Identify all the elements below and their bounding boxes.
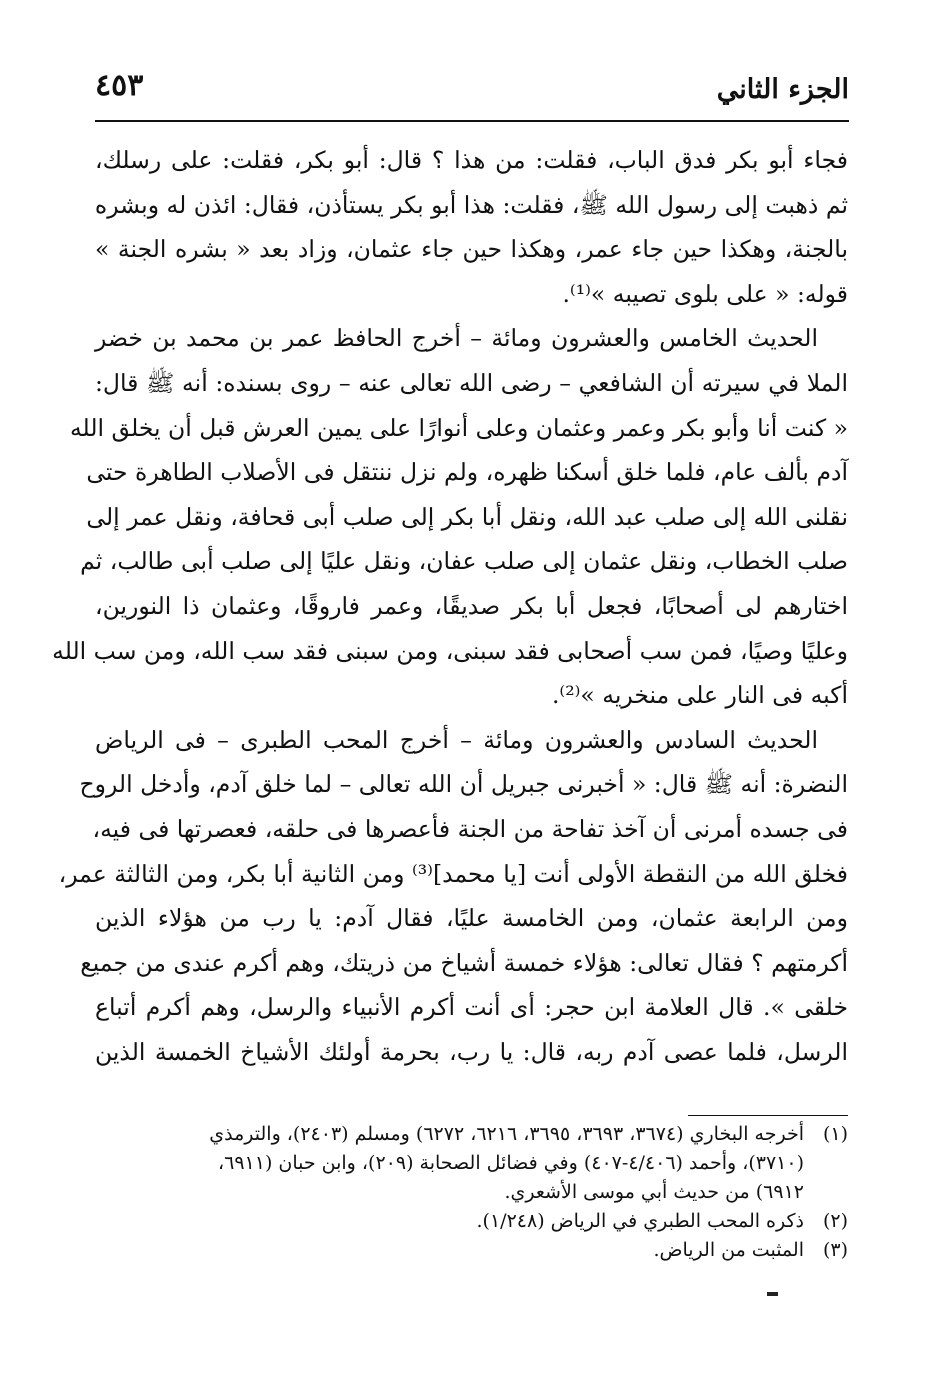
footnote-line — [95, 1207, 848, 1236]
footnotes — [95, 1120, 848, 1265]
main-text — [52, 138, 848, 1074]
footnote-line: (٣٧١٠)، وأحمد (٤/٤٠٦-٤٠٧) وفي فضائل الصحابة (٢٠٩)، وابن حبان (٦٩١١، — [217, 1152, 804, 1174]
footnote-2 — [95, 1207, 848, 1236]
text-line: « كنت أنا وأبو بكر وعمر وعثمان وعلى أنوارًا على يمين العرش قبل أن يخلق الله — [69, 413, 848, 442]
paragraph-hadith-125 — [52, 316, 848, 717]
text-line: النضرة: أنه ﷺ قال: « أخبرنى جبريل أن الله تعالى – لما خلق آدم، وأدخل الروح — [79, 770, 848, 799]
text-line: أكرمتهم ؟ فقال تعالى: هؤلاء خمسة أشياخ من ذريتك، وهم أكرم عندى من جميع — [80, 948, 848, 977]
footnote-line: ٦٩١٢) من حديث أبي موسى الأشعري. — [504, 1181, 804, 1203]
footnote-text: المثبت من الرياض. — [653, 1239, 804, 1261]
header-rule — [95, 120, 849, 122]
text-line: أكبه فى النار على منخريه »⁽²⁾. — [551, 681, 848, 710]
text-line: الحديث الخامس والعشرون ومائة – أخرج الحافظ عمر بن محمد بن خضر — [95, 324, 818, 353]
paragraph-hadith-126 — [58, 718, 848, 1075]
text-line: خلقى ». قال العلامة ابن حجر: أى أنت أكرم الأنبياء والرسل، وهم أكرم أتباع — [95, 993, 848, 1022]
text-line: ومن الرابعة عثمان، ومن الخامسة عليًا، فقال آدم: يا رب من هؤلاء الذين — [95, 904, 848, 933]
footnote-text: ذكره المحب الطبري في الرياض (١/٢٤٨). — [476, 1210, 804, 1232]
page-number: ٤٥٣ — [95, 68, 144, 103]
text-line: الحديث السادس والعشرون ومائة – أخرج المحب الطبرى – فى الرياض — [95, 725, 818, 754]
footnote-number: (١) — [822, 1123, 848, 1145]
text-line: وعليًا وصيًا، فمن سب أصحابى فقد سبنى، ومن سبنى فقد سب الله، ومن سب الله — [52, 636, 848, 665]
footnote-number: (٢) — [822, 1210, 848, 1232]
paragraph-1 — [95, 138, 848, 316]
text-line: صلب الخطاب، ونقل عثمان إلى صلب عفان، ونقل عليًا إلى صلب أبى طالب، ثم — [80, 547, 848, 576]
footnote-line — [95, 1236, 848, 1265]
footnote-3 — [95, 1236, 848, 1265]
text-line: الملا في سيرته أن الشافعي – رضى الله تعالى عنه – روى بسنده: أنه ﷺ قال: — [95, 368, 848, 397]
footnote-1 — [95, 1120, 848, 1207]
text-line: آدم بألف عام، فلما خلق أسكنا ظهره، ولم نزل ننتقل فى الأصلاب الطاهرة حتى — [86, 458, 848, 487]
text-line: فخلق الله من النقطة الأولى أنت [يا محمد]⁽³⁾ ومن الثانية أبا بكر، ومن الثالثة عمر، — [58, 859, 848, 888]
text-line: ثم ذهبت إلى رسول الله ﷺ، فقلت: هذا أبو بكر يستأذن، فقال: ائذن له وبشره — [94, 190, 848, 219]
footnote-text: أخرجه البخاري (٣٦٧٤، ٣٦٩٣، ٣٦٩٥، ٦٢١٦، ٦٢٧٢) ومسلم (٢٤٠٣)، والترمذي — [209, 1123, 804, 1145]
running-title: الجزء الثاني — [716, 74, 849, 105]
text-line: فى جسده أمرنى أن آخذ تفاحة من الجنة فأعصرها فى حلقه، فعصرتها فى فيه، — [92, 814, 848, 843]
footnote-rule — [688, 1115, 848, 1116]
text-line: فجاء أبو بكر فدق الباب، فقلت: من هذا ؟ قال: أبو بكر، فقلت: على رسلك، — [95, 146, 848, 174]
text-line: قوله: « على بلوى تصيبه »⁽¹⁾. — [562, 279, 848, 308]
footnote-line — [95, 1120, 848, 1149]
print-mark — [767, 1292, 778, 1296]
text-line: اختارهم لى أصحابًا، فجعل أبا بكر صديقًا، وعمر فاروقًا، وعثمان ذا النورين، — [95, 591, 848, 620]
text-line: بالجنة، وهكذا حين جاء عمر، وهكذا حين جاء عثمان، وزاد بعد « بشره الجنة » — [95, 235, 848, 264]
page-header — [95, 62, 849, 114]
text-line: الرسل، فلما عصى آدم ربه، قال: يا رب، بحرمة أولئك الأشياخ الخمسة الذين — [95, 1037, 848, 1066]
text-line: نقلنى الله إلى صلب عبد الله، ونقل أبا بكر إلى صلب أبى قحافة، ونقل عمر إلى — [86, 502, 848, 531]
footnote-number: (٣) — [822, 1239, 848, 1261]
